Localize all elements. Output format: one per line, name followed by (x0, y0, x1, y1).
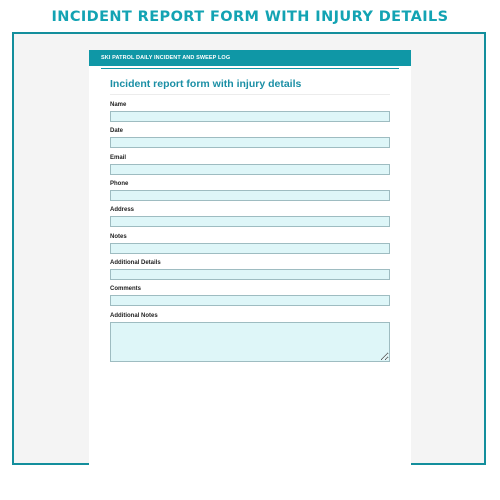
field-label-notes: Notes (110, 234, 127, 240)
address-input[interactable] (110, 216, 390, 227)
field-label-address: Address (110, 207, 135, 213)
field-additional-notes (110, 313, 390, 362)
field-date (110, 128, 390, 148)
field-label-comments: Comments (110, 286, 142, 292)
form-sheet (89, 50, 411, 500)
field-label-additional-details: Additional Details (110, 260, 161, 266)
page-title: INCIDENT REPORT FORM WITH INJURY DETAILS (51, 9, 449, 25)
field-label-name: Name (110, 102, 127, 108)
field-name (110, 102, 390, 122)
notes-input[interactable] (110, 243, 390, 254)
title-divider (110, 94, 390, 95)
sheet-header-bar (89, 50, 411, 66)
field-label-additional-notes: Additional Notes (110, 313, 158, 319)
field-label-email: Email (110, 155, 127, 161)
field-phone (110, 181, 390, 201)
name-input[interactable] (110, 111, 390, 122)
comments-input[interactable] (110, 295, 390, 306)
additional-details-input[interactable] (110, 269, 390, 280)
field-comments (110, 286, 390, 306)
sheet-header-text: SKI PATROL DAILY INCIDENT AND SWEEP LOG (101, 54, 231, 61)
additional-notes-textarea[interactable] (110, 322, 390, 362)
date-input[interactable] (110, 137, 390, 148)
field-notes (110, 234, 390, 254)
field-label-phone: Phone (110, 181, 129, 187)
field-address (110, 207, 390, 227)
field-email (110, 155, 390, 175)
phone-input[interactable] (110, 190, 390, 201)
field-label-date: Date (110, 128, 124, 134)
header-divider (101, 68, 399, 69)
form-title: Incident report form with injury details (110, 78, 302, 90)
email-input[interactable] (110, 164, 390, 175)
field-additional-details (110, 260, 390, 280)
